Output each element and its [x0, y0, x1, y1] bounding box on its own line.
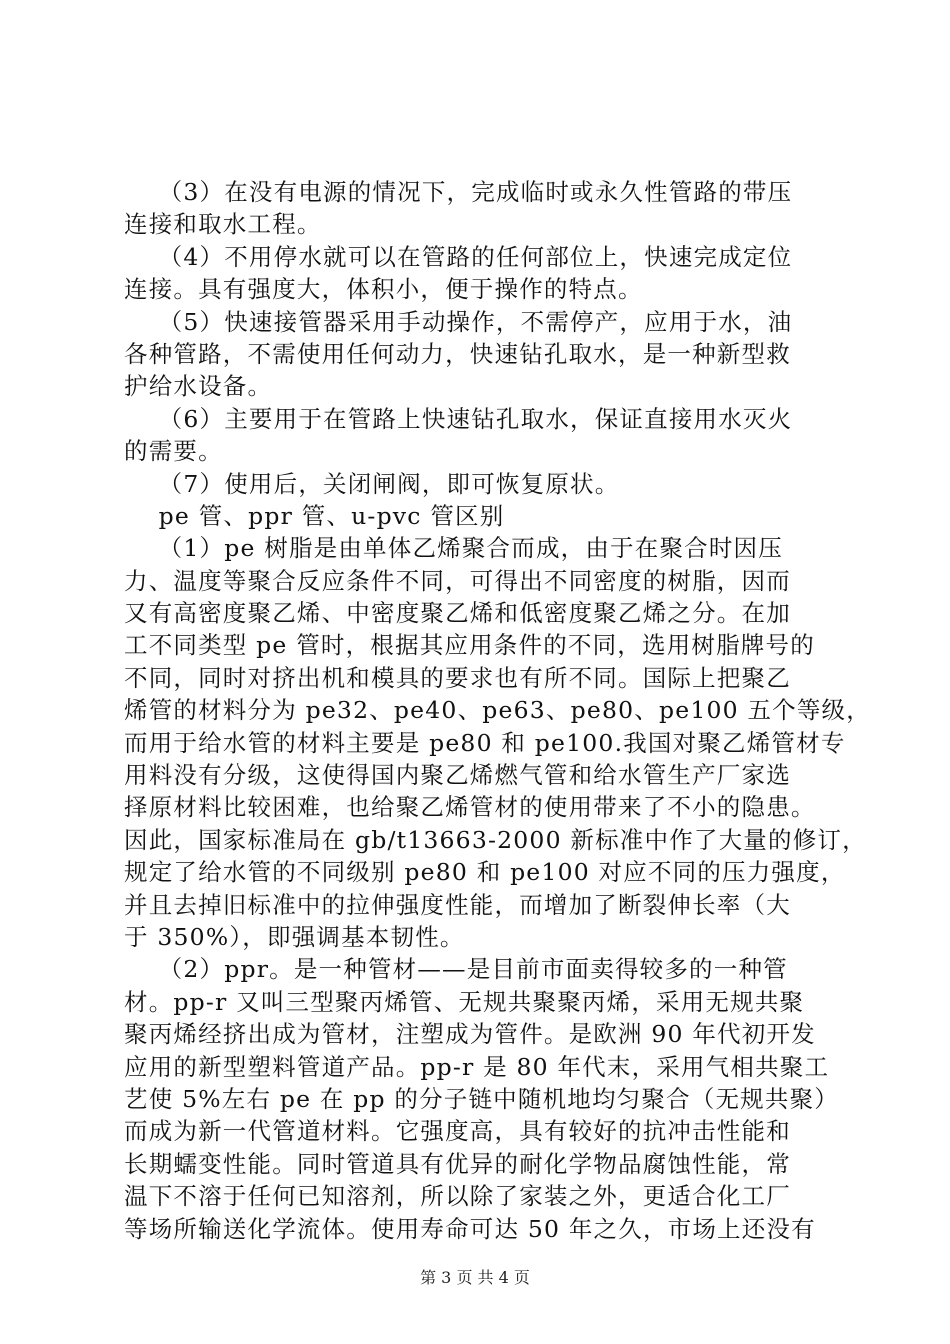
text-line: 规定了给水管的不同级别 pe80 和 pe100 对应不同的压力强度， [124, 858, 846, 887]
text-line: 烯管的材料分为 pe32、pe40、pe63、pe80、pe100 五个等级， [124, 696, 871, 725]
text-line: （6）主要用于在管路上快速钻孔取水，保证直接用水灭火 [124, 404, 793, 433]
text-line: 应用的新型塑料管道产品。pp-r 是 80 年代末，采用气相共聚工 [124, 1052, 830, 1081]
text-line: （3）在没有电源的情况下，完成临时或永久性管路的带压 [124, 178, 793, 206]
text-line: 于 350%），即强调基本韧性。 [124, 922, 465, 951]
section-heading: pe 管、ppr 管、u-pvc 管区别 [124, 501, 505, 530]
text-line: 而成为新一代管道材料。它强度高，具有较好的抗冲击性能和 [124, 1117, 791, 1146]
text-line: 力、温度等聚合反应条件不同，可得出不同密度的树脂，因而 [124, 566, 791, 595]
text-line: （4）不用停水就可以在管路的任何部位上，快速完成定位 [124, 242, 793, 271]
text-line: 择原材料比较困难，也给聚乙烯管材的使用带来了不小的隐患。 [124, 793, 816, 822]
text-line: 而用于给水管的材料主要是 pe80 和 pe100.我国对聚乙烯管材专 [124, 728, 846, 757]
text-line: 长期蠕变性能。同时管道具有优异的耐化学物品腐蚀性能，常 [124, 1149, 791, 1178]
text-line: 因此，国家标准局在 gb/t13663-2000 新标准中作了大量的修订， [124, 825, 867, 854]
text-line: 护给水设备。 [124, 372, 273, 401]
text-line: 艺使 5%左右 pe 在 pp 的分子链中随机地均匀聚合（无规共聚） [124, 1084, 839, 1113]
text-line: 连接。具有强度大，体积小，便于操作的特点。 [124, 275, 643, 304]
text-line: 又有高密度聚乙烯、中密度聚乙烯和低密度聚乙烯之分。在加 [124, 599, 791, 628]
text-line: 用料没有分级，这使得国内聚乙烯燃气管和给水管生产厂家选 [124, 761, 791, 790]
text-line: （7）使用后，关闭闸阀，即可恢复原状。 [124, 469, 620, 498]
text-line: （2）ppr。是一种管材——是目前市面卖得较多的一种管 [124, 955, 788, 984]
text-line: （5）快速接管器采用手动操作，不需停产，应用于水，油 [124, 307, 793, 336]
text-line: 温下不溶于任何已知溶剂，所以除了家装之外，更适合化工厂 [124, 1182, 791, 1211]
text-line: 工不同类型 pe 管时，根据其应用条件的不同，选用树脂牌号的 [124, 631, 815, 660]
text-line: 连接和取水工程。 [124, 210, 322, 239]
page-footer: 第 3 页 共 4 页 [420, 1268, 530, 1287]
text-line: 材。pp-r 又叫三型聚丙烯管、无规共聚聚丙烯，采用无规共聚 [124, 987, 805, 1016]
text-line: 不同，同时对挤出机和模具的要求也有所不同。国际上把聚乙 [124, 663, 791, 692]
text-line: 聚丙烯经挤出成为管材，注塑成为管件。是欧洲 90 年代初开发 [124, 1020, 816, 1049]
text-line: （1）pe 树脂是由单体乙烯聚合而成，由于在聚合时因压 [124, 534, 783, 563]
body-text [124, 176, 871, 1245]
text-line: 等场所输送化学流体。使用寿命可达 50 年之久，市场上还没有 [124, 1214, 816, 1243]
text-line: 各种管路，不需使用任何动力，快速钻孔取水，是一种新型救 [124, 339, 791, 368]
text-line: 并且去掉旧标准中的拉伸强度性能，而增加了断裂伸长率（大 [124, 890, 791, 919]
text-line: 的需要。 [124, 437, 223, 466]
